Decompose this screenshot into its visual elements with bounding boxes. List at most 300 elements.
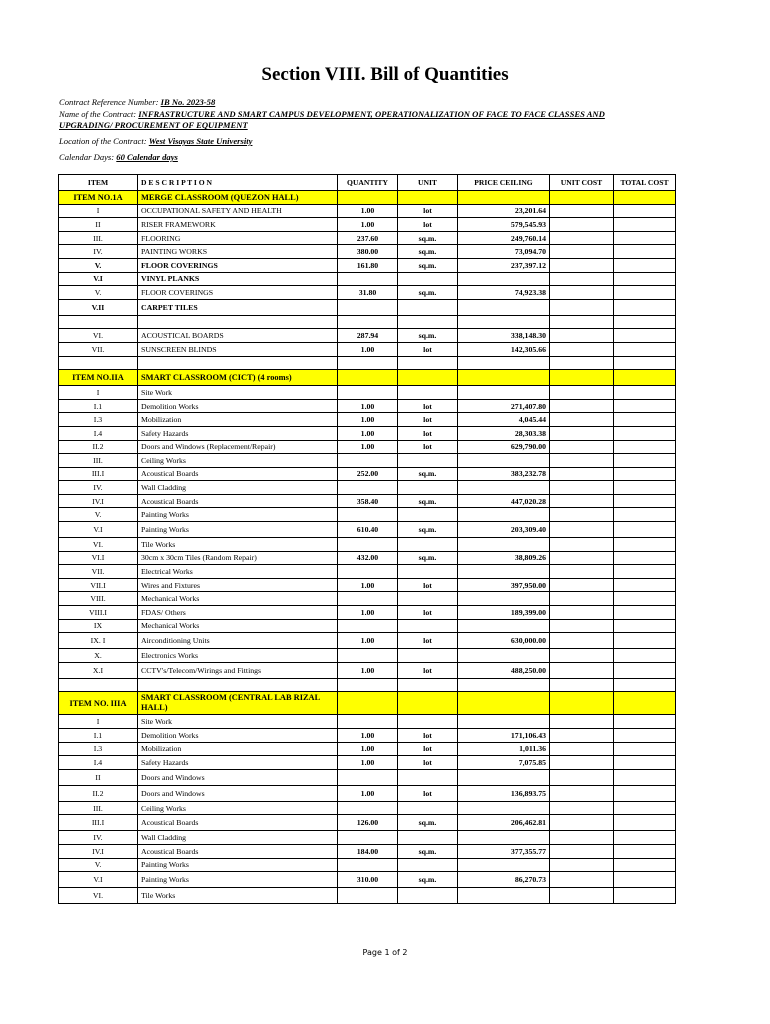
cell-unit: [398, 692, 458, 715]
cell-price-ceiling: [458, 565, 550, 579]
cell-quantity: [338, 299, 398, 315]
cell-price-ceiling: 142,305.66: [458, 342, 550, 356]
cell-description: Site Work: [138, 715, 338, 729]
cell-price-ceiling: [458, 619, 550, 633]
cell-quantity: 380.00: [338, 245, 398, 259]
cell-total-cost: [614, 649, 676, 663]
cell-price-ceiling: 28,303.38: [458, 426, 550, 440]
contract-name-value: INFRASTRUCTURE AND SMART CAMPUS DEVELOPMENT, OPERATIONALIZATION OF FACE TO FACE CLASSES AND UPGRADING/ PROCUREMENT OF EQUIPMENT: [59, 109, 605, 130]
cell-unit-cost: [550, 742, 614, 756]
cell-item: I.3: [59, 742, 138, 756]
header-total-cost: TOTAL COST: [614, 175, 676, 191]
cell-price-ceiling: [458, 888, 550, 904]
cell-unit: lot: [398, 342, 458, 356]
cell-unit: lot: [398, 426, 458, 440]
table-row: [59, 592, 676, 606]
cell-price-ceiling: 136,893.75: [458, 785, 550, 801]
page-number: Page 1 of 2: [362, 948, 408, 957]
cell-quantity: [338, 191, 398, 205]
cell-description: Acoustical Boards: [138, 467, 338, 481]
cell-price-ceiling: [458, 592, 550, 606]
cell-unit: [398, 356, 458, 370]
cell-unit: [398, 769, 458, 785]
cell-total-cost: [614, 769, 676, 785]
table-row: [59, 785, 676, 801]
cell-unit-cost: [550, 619, 614, 633]
cell-quantity: 1.00: [338, 204, 398, 218]
table-row: [59, 315, 676, 329]
cell-unit-cost: [550, 231, 614, 245]
cell-total-cost: [614, 565, 676, 579]
table-body: [59, 191, 676, 904]
cell-unit: sq.m.: [398, 286, 458, 300]
cell-total-cost: [614, 481, 676, 495]
page-title: Section VIII. Bill of Quantities: [261, 64, 509, 85]
cell-price-ceiling: [458, 191, 550, 205]
cell-quantity: [338, 678, 398, 692]
cell-item: ITEM NO.1A: [59, 191, 138, 205]
cell-item: II: [59, 218, 138, 232]
cell-total-cost: [614, 592, 676, 606]
table-row: [59, 454, 676, 468]
cell-description: PAINTING WORKS: [138, 245, 338, 259]
cell-unit: sq.m.: [398, 844, 458, 858]
cell-quantity: [338, 565, 398, 579]
cell-description: Site Work: [138, 386, 338, 400]
table-row: [59, 633, 676, 649]
table-row: [59, 888, 676, 904]
cell-total-cost: [614, 329, 676, 343]
cell-quantity: 1.00: [338, 426, 398, 440]
cell-price-ceiling: 171,106.43: [458, 729, 550, 743]
cell-item: VII.: [59, 342, 138, 356]
bill-of-quantities-table: [58, 174, 676, 904]
cell-unit-cost: [550, 801, 614, 815]
cell-total-cost: [614, 831, 676, 845]
table-header-row: [59, 175, 676, 191]
cell-total-cost: [614, 785, 676, 801]
cell-quantity: 1.00: [338, 440, 398, 454]
cell-unit: [398, 272, 458, 286]
cell-quantity: [338, 538, 398, 552]
cell-total-cost: [614, 715, 676, 729]
cell-unit-cost: [550, 386, 614, 400]
cell-description: [138, 315, 338, 329]
cell-unit-cost: [550, 454, 614, 468]
cell-total-cost: [614, 756, 676, 770]
cell-quantity: 1.00: [338, 606, 398, 620]
cell-item: V.I: [59, 872, 138, 888]
calendar-days: [59, 152, 178, 163]
table-row: [59, 858, 676, 872]
table-row: [59, 440, 676, 454]
cell-price-ceiling: [458, 538, 550, 552]
cell-unit: lot: [398, 729, 458, 743]
cell-description: SUNSCREEN BLINDS: [138, 342, 338, 356]
contract-location-label: Location of the Contract:: [59, 136, 147, 146]
cell-price-ceiling: 629,790.00: [458, 440, 550, 454]
cell-description: Electrical Works: [138, 565, 338, 579]
cell-unit-cost: [550, 756, 614, 770]
cell-total-cost: [614, 633, 676, 649]
cell-price-ceiling: [458, 715, 550, 729]
cell-item: II: [59, 769, 138, 785]
cell-quantity: [338, 831, 398, 845]
table-row: [59, 578, 676, 592]
cell-quantity: [338, 508, 398, 522]
cell-unit-cost: [550, 872, 614, 888]
cell-total-cost: [614, 356, 676, 370]
cell-total-cost: [614, 286, 676, 300]
cell-price-ceiling: [458, 481, 550, 495]
cell-description: Doors and Windows (Replacement/Repair): [138, 440, 338, 454]
cell-total-cost: [614, 386, 676, 400]
cell-price-ceiling: 7,075.85: [458, 756, 550, 770]
cell-unit-cost: [550, 508, 614, 522]
contract-location-value: West Visayas State University: [148, 136, 253, 146]
cell-item: IV.: [59, 481, 138, 495]
cell-price-ceiling: 23,201.64: [458, 204, 550, 218]
cell-price-ceiling: [458, 356, 550, 370]
table-row: [59, 551, 676, 565]
cell-description: Wall Cladding: [138, 831, 338, 845]
cell-total-cost: [614, 494, 676, 508]
cell-item: X.: [59, 649, 138, 663]
table-row: [59, 272, 676, 286]
cell-description: Electronics Works: [138, 649, 338, 663]
cell-item: [59, 678, 138, 692]
cell-price-ceiling: 249,760.14: [458, 231, 550, 245]
cell-price-ceiling: [458, 315, 550, 329]
cell-description: [138, 356, 338, 370]
table-row: [59, 606, 676, 620]
cell-unit-cost: [550, 769, 614, 785]
table-row: [59, 218, 676, 232]
cell-unit: [398, 649, 458, 663]
cell-unit: lot: [398, 606, 458, 620]
cell-item: IV.I: [59, 844, 138, 858]
cell-total-cost: [614, 370, 676, 386]
cell-unit: sq.m.: [398, 231, 458, 245]
cell-total-cost: [614, 606, 676, 620]
cell-unit: sq.m.: [398, 815, 458, 831]
cell-description: FDAS/ Others: [138, 606, 338, 620]
cell-item: I: [59, 715, 138, 729]
cell-price-ceiling: [458, 831, 550, 845]
cell-item: II.2: [59, 785, 138, 801]
table-row: [59, 508, 676, 522]
header-quantity: QUANTITY: [338, 175, 398, 191]
cell-description: RISER FRAMEWORK: [138, 218, 338, 232]
cell-description: Safety Hazards: [138, 756, 338, 770]
cell-unit-cost: [550, 715, 614, 729]
cell-quantity: 310.00: [338, 872, 398, 888]
cell-item: I.1: [59, 399, 138, 413]
cell-unit: [398, 454, 458, 468]
cell-item: III.: [59, 454, 138, 468]
header-unit: UNIT: [398, 175, 458, 191]
table-row: [59, 742, 676, 756]
cell-quantity: 126.00: [338, 815, 398, 831]
table-row: [59, 715, 676, 729]
table-row: [59, 386, 676, 400]
cell-quantity: [338, 386, 398, 400]
contract-name-label: Name of the Contract:: [59, 109, 137, 119]
table-row: [59, 662, 676, 678]
cell-description: Painting Works: [138, 522, 338, 538]
cell-unit: sq.m.: [398, 522, 458, 538]
contract-reference-label: Contract Reference Number:: [59, 97, 159, 107]
cell-total-cost: [614, 399, 676, 413]
cell-item: [59, 315, 138, 329]
cell-description: FLOOR COVERINGS: [138, 258, 338, 272]
cell-unit-cost: [550, 286, 614, 300]
cell-description: CCTV's/Telecom/Wirings and Fittings: [138, 662, 338, 678]
header-description: D E S C R I P T I O N: [138, 175, 338, 191]
cell-unit-cost: [550, 551, 614, 565]
cell-unit: lot: [398, 440, 458, 454]
cell-description: ACOUSTICAL BOARDS: [138, 329, 338, 343]
cell-total-cost: [614, 619, 676, 633]
cell-quantity: [338, 715, 398, 729]
cell-item: VI.: [59, 888, 138, 904]
cell-unit-cost: [550, 592, 614, 606]
cell-description: FLOORING: [138, 231, 338, 245]
cell-quantity: 610.40: [338, 522, 398, 538]
cell-unit: [398, 315, 458, 329]
table-row: [59, 245, 676, 259]
table-row: [59, 872, 676, 888]
cell-description: Safety Hazards: [138, 426, 338, 440]
cell-description: Doors and Windows: [138, 785, 338, 801]
cell-price-ceiling: [458, 370, 550, 386]
contract-location: [59, 136, 252, 147]
cell-unit: [398, 831, 458, 845]
cell-item: IV.: [59, 245, 138, 259]
cell-unit-cost: [550, 399, 614, 413]
cell-description: Demolition Works: [138, 729, 338, 743]
cell-unit-cost: [550, 342, 614, 356]
cell-unit: lot: [398, 756, 458, 770]
cell-quantity: 1.00: [338, 633, 398, 649]
header-item: ITEM: [59, 175, 138, 191]
cell-total-cost: [614, 467, 676, 481]
cell-unit: sq.m.: [398, 551, 458, 565]
cell-unit-cost: [550, 538, 614, 552]
cell-unit-cost: [550, 426, 614, 440]
cell-price-ceiling: 73,094.70: [458, 245, 550, 259]
cell-quantity: [338, 370, 398, 386]
cell-unit: [398, 386, 458, 400]
cell-unit: [398, 481, 458, 495]
cell-price-ceiling: [458, 678, 550, 692]
cell-quantity: [338, 649, 398, 663]
cell-unit: [398, 619, 458, 633]
cell-unit: [398, 565, 458, 579]
cell-unit: sq.m.: [398, 872, 458, 888]
cell-unit-cost: [550, 649, 614, 663]
cell-price-ceiling: 383,232.78: [458, 467, 550, 481]
cell-total-cost: [614, 522, 676, 538]
cell-unit-cost: [550, 692, 614, 715]
cell-unit-cost: [550, 815, 614, 831]
cell-quantity: 1.00: [338, 729, 398, 743]
table-row: [59, 844, 676, 858]
cell-total-cost: [614, 299, 676, 315]
cell-total-cost: [614, 342, 676, 356]
table-row: [59, 522, 676, 538]
cell-item: V.: [59, 286, 138, 300]
cell-unit: lot: [398, 633, 458, 649]
cell-price-ceiling: 271,407.80: [458, 399, 550, 413]
cell-price-ceiling: 338,148.30: [458, 329, 550, 343]
cell-description: Painting Works: [138, 872, 338, 888]
cell-unit-cost: [550, 662, 614, 678]
cell-item: IV.I: [59, 494, 138, 508]
cell-quantity: [338, 481, 398, 495]
cell-quantity: [338, 619, 398, 633]
cell-unit-cost: [550, 844, 614, 858]
cell-total-cost: [614, 662, 676, 678]
cell-item: VII.: [59, 565, 138, 579]
cell-description: Demolition Works: [138, 399, 338, 413]
cell-unit-cost: [550, 888, 614, 904]
cell-unit-cost: [550, 467, 614, 481]
cell-unit: [398, 299, 458, 315]
cell-price-ceiling: 206,462.81: [458, 815, 550, 831]
table-row: [59, 356, 676, 370]
cell-unit: [398, 191, 458, 205]
cell-description: VINYL PLANKS: [138, 272, 338, 286]
cell-item: I: [59, 386, 138, 400]
cell-price-ceiling: [458, 508, 550, 522]
cell-total-cost: [614, 858, 676, 872]
cell-item: VIII.I: [59, 606, 138, 620]
cell-unit: [398, 858, 458, 872]
cell-price-ceiling: [458, 801, 550, 815]
cell-unit: sq.m.: [398, 467, 458, 481]
cell-unit: sq.m.: [398, 329, 458, 343]
cell-quantity: 237.60: [338, 231, 398, 245]
cell-total-cost: [614, 231, 676, 245]
cell-item: IX: [59, 619, 138, 633]
cell-quantity: 1.00: [338, 342, 398, 356]
table-row: [59, 329, 676, 343]
cell-quantity: 1.00: [338, 662, 398, 678]
cell-quantity: [338, 315, 398, 329]
cell-total-cost: [614, 245, 676, 259]
cell-item: [59, 356, 138, 370]
cell-description: Mechanical Works: [138, 592, 338, 606]
cell-quantity: 1.00: [338, 413, 398, 427]
cell-description: Tile Works: [138, 538, 338, 552]
table-row: [59, 769, 676, 785]
cell-item: I: [59, 204, 138, 218]
cell-unit-cost: [550, 191, 614, 205]
cell-price-ceiling: 1,011.36: [458, 742, 550, 756]
cell-description: Acoustical Boards: [138, 815, 338, 831]
cell-item: IV.: [59, 831, 138, 845]
cell-unit-cost: [550, 440, 614, 454]
cell-item: III.: [59, 801, 138, 815]
cell-price-ceiling: [458, 272, 550, 286]
cell-item: VIII.: [59, 592, 138, 606]
cell-quantity: 184.00: [338, 844, 398, 858]
cell-quantity: [338, 356, 398, 370]
cell-price-ceiling: 74,923.38: [458, 286, 550, 300]
cell-price-ceiling: 4,045.44: [458, 413, 550, 427]
table-row: [59, 204, 676, 218]
cell-item: III.I: [59, 467, 138, 481]
table-row: [59, 399, 676, 413]
cell-item: V.II: [59, 299, 138, 315]
cell-price-ceiling: [458, 692, 550, 715]
cell-description: [138, 678, 338, 692]
cell-unit-cost: [550, 578, 614, 592]
cell-unit-cost: [550, 218, 614, 232]
table-row: [59, 258, 676, 272]
cell-item: III.: [59, 231, 138, 245]
calendar-days-value: 60 Calendar days: [116, 152, 178, 162]
cell-total-cost: [614, 801, 676, 815]
cell-unit: lot: [398, 662, 458, 678]
cell-total-cost: [614, 413, 676, 427]
cell-unit: lot: [398, 413, 458, 427]
cell-quantity: 432.00: [338, 551, 398, 565]
cell-unit-cost: [550, 633, 614, 649]
table-row: [59, 299, 676, 315]
table-row: [59, 692, 676, 715]
cell-description: Painting Works: [138, 508, 338, 522]
cell-item: III.I: [59, 815, 138, 831]
cell-description: SMART CLASSROOM (CICT) (4 rooms): [138, 370, 338, 386]
cell-description: Ceiling Works: [138, 801, 338, 815]
cell-total-cost: [614, 844, 676, 858]
cell-quantity: 1.00: [338, 399, 398, 413]
cell-unit: sq.m.: [398, 245, 458, 259]
cell-item: VI.I: [59, 551, 138, 565]
cell-description: Wall Cladding: [138, 481, 338, 495]
table-row: [59, 649, 676, 663]
cell-description: 30cm x 30cm Tiles (Random Repair): [138, 551, 338, 565]
cell-unit: lot: [398, 785, 458, 801]
table-row: [59, 286, 676, 300]
table-row: [59, 467, 676, 481]
cell-description: CARPET TILES: [138, 299, 338, 315]
table-row: [59, 342, 676, 356]
cell-quantity: [338, 692, 398, 715]
cell-price-ceiling: 203,309.40: [458, 522, 550, 538]
cell-quantity: [338, 888, 398, 904]
cell-unit-cost: [550, 785, 614, 801]
cell-total-cost: [614, 742, 676, 756]
cell-description: Ceiling Works: [138, 454, 338, 468]
cell-price-ceiling: [458, 386, 550, 400]
cell-unit: lot: [398, 204, 458, 218]
cell-total-cost: [614, 692, 676, 715]
cell-item: V.I: [59, 272, 138, 286]
cell-description: Wires and Fixtures: [138, 578, 338, 592]
cell-item: V.: [59, 508, 138, 522]
cell-price-ceiling: [458, 299, 550, 315]
cell-total-cost: [614, 678, 676, 692]
cell-quantity: 31.80: [338, 286, 398, 300]
cell-item: VI.: [59, 329, 138, 343]
cell-unit-cost: [550, 565, 614, 579]
header-unit-cost: UNIT COST: [550, 175, 614, 191]
cell-item: V.: [59, 858, 138, 872]
cell-description: MERGE CLASSROOM (QUEZON HALL): [138, 191, 338, 205]
